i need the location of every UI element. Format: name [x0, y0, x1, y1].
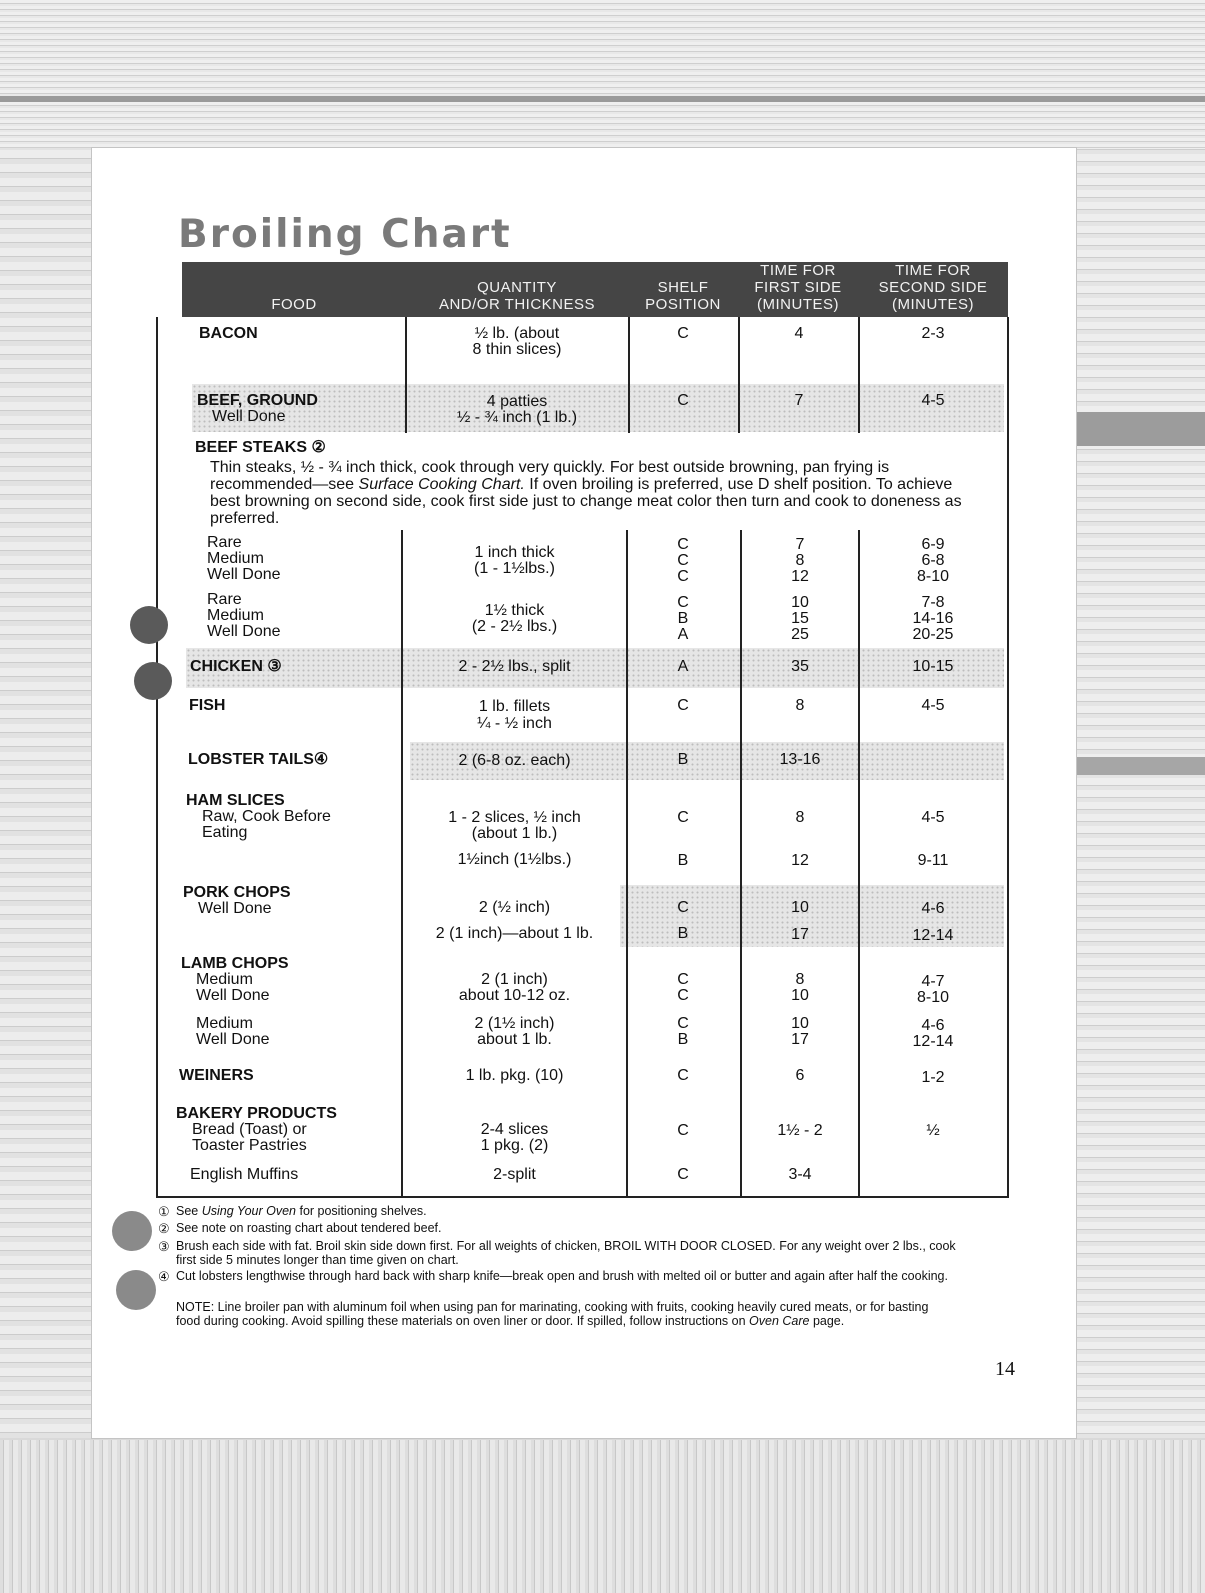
- second-side-value: 12-14: [912, 927, 954, 944]
- header-first-line: TIME FOR: [760, 262, 836, 279]
- doneness-label: Well Done: [207, 623, 281, 640]
- table-border: [156, 1196, 1009, 1198]
- footnote-2: See note on roasting chart about tendered beef.: [176, 1221, 442, 1235]
- table-border: [1007, 317, 1009, 1197]
- food-sub: Toaster Pastries: [192, 1137, 307, 1154]
- punch-hole: [134, 662, 172, 700]
- qty-line: 1 pkg. (2): [480, 1137, 549, 1154]
- footnote-marker: ③: [158, 1239, 170, 1254]
- header-second-side: [858, 262, 1008, 317]
- qty-line: ½ - ¾ inch (1 lb.): [456, 409, 578, 426]
- footnote-ref: Oven Care: [749, 1313, 810, 1328]
- scan-noise-top: [0, 0, 1205, 150]
- first-side-value: 25: [791, 626, 809, 643]
- qty-line: 2 (1½ inch): [474, 1015, 555, 1032]
- second-side-value: 4-7: [921, 973, 945, 990]
- qty-line: ½ lb. (about: [474, 325, 560, 342]
- second-side-value: 4-5: [921, 392, 945, 409]
- first-side-value: 7: [794, 392, 804, 409]
- qty-line: ¼ - ½ inch: [477, 715, 552, 732]
- footnote-text: page.: [809, 1313, 845, 1328]
- qty-line: 1 inch thick: [474, 544, 555, 561]
- qty-line: 2-4 slices: [480, 1121, 549, 1138]
- first-side-value: 12: [791, 568, 809, 585]
- qty-line: (about 1 lb.): [471, 825, 558, 842]
- food-sub: English Muffins: [190, 1166, 299, 1183]
- second-side-value: 4-6: [921, 1017, 945, 1034]
- shelf-value: A: [677, 658, 689, 675]
- second-side-value: 12-14: [912, 1033, 954, 1050]
- second-side-value: 14-16: [912, 610, 954, 627]
- scan-noise-right: [1076, 148, 1205, 1438]
- scan-rule-top: [0, 96, 1205, 102]
- doneness-label: Rare: [207, 534, 242, 551]
- footnote-text: for positioning shelves.: [296, 1204, 427, 1218]
- qty-line: 2 (6-8 oz. each): [458, 752, 571, 769]
- doneness-label: Well Done: [207, 566, 281, 583]
- note-text: If oven broiling is preferred, use D shelf position. To achieve best browning on second side, cook first side just to change meat color then turn and cook to doneness as preferred.: [210, 476, 962, 527]
- header-quantity-line: QUANTITY: [477, 279, 557, 296]
- doneness-label: Well Done: [196, 987, 270, 1004]
- second-side-value: 7-8: [921, 594, 945, 611]
- food-ham-slices: HAM SLICES: [186, 792, 285, 809]
- footnote-text: See: [176, 1204, 202, 1218]
- header-first-line: (MINUTES): [757, 296, 839, 313]
- qty-line: 2 (½ inch): [478, 899, 551, 916]
- footnote-marker: ④: [158, 1269, 170, 1284]
- food-sub: Eating: [202, 824, 248, 841]
- shelf-value: C: [677, 971, 689, 988]
- first-side-value: 8: [795, 697, 805, 714]
- header-second-line: TIME FOR: [895, 262, 971, 279]
- shelf-value: B: [677, 925, 689, 942]
- qty-line: about 10-12 oz.: [458, 987, 571, 1004]
- qty-line: (1 - 1½lbs.): [474, 560, 555, 577]
- doneness-label: Well Done: [196, 1031, 270, 1048]
- first-side-value: 1½ - 2: [777, 1122, 823, 1139]
- shelf-value: A: [677, 626, 689, 643]
- second-side-value: 4-6: [921, 900, 945, 917]
- footnote-1: [176, 1205, 956, 1219]
- first-side-value: 35: [791, 658, 809, 675]
- qty-line: 4 patties: [486, 393, 548, 410]
- shelf-value: C: [677, 899, 689, 916]
- second-side-value: 10-15: [912, 658, 954, 675]
- second-side-value: 9-11: [917, 852, 949, 869]
- shelf-value: C: [677, 568, 689, 585]
- qty-line: 2-split: [493, 1166, 536, 1183]
- second-side-value: 8-10: [916, 989, 950, 1006]
- beef-steaks-note: [210, 459, 970, 527]
- food-chicken: CHICKEN ③: [190, 658, 282, 675]
- scan-noise-left: [0, 148, 92, 1438]
- shelf-value: C: [677, 987, 689, 1004]
- header-shelf: [628, 262, 738, 317]
- shelf-value: C: [677, 594, 689, 611]
- header-food: [182, 262, 406, 317]
- first-side-value: 10: [791, 594, 809, 611]
- note-link-text: Surface Cooking Chart.: [358, 476, 525, 493]
- shelf-value: C: [677, 809, 689, 826]
- food-weiners: WEINERS: [179, 1067, 254, 1084]
- shelf-value: C: [677, 1166, 689, 1183]
- shelf-value: C: [677, 1015, 689, 1032]
- shelf-value: C: [677, 552, 689, 569]
- scan-strip: [1066, 412, 1205, 446]
- shelf-value: B: [677, 751, 689, 768]
- first-side-value: 6: [795, 1067, 805, 1084]
- first-side-value: 15: [791, 610, 809, 627]
- note-text: Thin steaks, ½ - ¾ inch thick, cook through very quickly. For best outside browning, pan frying is recommended—see: [210, 459, 890, 493]
- footnote-ref: Using Your Oven: [201, 1204, 296, 1218]
- food-lamb-chops: LAMB CHOPS: [181, 955, 289, 972]
- qty-line: 2 - 2½ lbs., split: [458, 658, 571, 675]
- first-side-value: 8: [795, 809, 805, 826]
- punch-hole: [116, 1270, 156, 1310]
- footnote-3: Brush each side with fat. Broil skin side down first. For all weights of chicken, BROIL WITH DOOR CLOSED. For any weight over 2 lbs., cook first side 5 minutes longer than time given on chart.: [176, 1239, 956, 1267]
- shelf-value: C: [677, 536, 689, 553]
- food-sub: Bread (Toast) or: [192, 1121, 307, 1138]
- shelf-value: B: [677, 610, 689, 627]
- header-quantity: [406, 262, 628, 317]
- shelf-value: C: [677, 1122, 689, 1139]
- page-number: 14: [995, 1358, 1015, 1380]
- qty-line: 8 thin slices): [472, 341, 562, 358]
- second-side-value: 20-25: [912, 626, 954, 643]
- doneness-label: Medium: [207, 607, 264, 624]
- first-side-value: 4: [794, 325, 804, 342]
- footnote-4: Cut lobsters lengthwise through hard back with sharp knife—break open and brush with melted oil or butter and again after half the cooking.: [176, 1269, 948, 1283]
- first-side-value: 17: [791, 926, 809, 943]
- second-side-value: 2-3: [921, 325, 945, 342]
- shelf-value: B: [677, 1031, 689, 1048]
- punch-hole: [130, 606, 168, 644]
- second-side-value: 8-10: [916, 568, 950, 585]
- first-side-value: 8: [795, 552, 805, 569]
- second-side-value: 4-5: [921, 809, 945, 826]
- header-shelf-line: SHELF: [657, 279, 709, 296]
- footnote-text: NOTE: Line broiler pan with aluminum foil when using pan for marinating, cooking with fruits, cooking heavily cured meats, or for basting food during cooking. Avoid spilling these materials on oven liner or door. If spilled, follow instructions on: [176, 1300, 929, 1328]
- qty-line: 1 lb. pkg. (10): [465, 1067, 564, 1084]
- header-second-line: (MINUTES): [892, 296, 974, 313]
- qty-line: 1 lb. fillets: [478, 698, 551, 715]
- food-fish: FISH: [189, 697, 226, 714]
- shelf-value: B: [677, 852, 689, 869]
- second-side-value: 1-2: [921, 1069, 945, 1086]
- qty-line: 2 (1 inch)—about 1 lb.: [435, 925, 594, 942]
- header-first-line: FIRST SIDE: [754, 279, 842, 296]
- second-side-value: 6-8: [921, 552, 945, 569]
- scan-noise-bottom: [0, 1440, 1205, 1593]
- first-side-value: 10: [791, 1015, 809, 1032]
- page-title: Broiling Chart: [178, 212, 512, 257]
- first-side-value: 17: [791, 1031, 809, 1048]
- second-side-value: 6-9: [921, 536, 945, 553]
- food-sub: Well Done: [212, 408, 286, 425]
- qty-line: 1½inch (1½lbs.): [457, 851, 572, 868]
- shelf-value: C: [677, 325, 689, 342]
- header-first-side: [738, 262, 858, 317]
- first-side-value: 10: [791, 987, 809, 1004]
- first-side-value: 13-16: [779, 751, 821, 768]
- qty-line: 1½ thick: [484, 602, 545, 619]
- food-sub: Raw, Cook Before: [202, 808, 331, 825]
- doneness-label: Medium: [196, 1015, 253, 1032]
- food-beef-ground: BEEF, GROUND: [197, 392, 318, 409]
- first-side-value: 10: [791, 899, 809, 916]
- second-side-value: ½: [926, 1122, 940, 1139]
- doneness-label: Medium: [207, 550, 264, 567]
- food-pork-chops: PORK CHOPS: [183, 884, 291, 901]
- scan-strip: [1066, 757, 1205, 775]
- qty-line: (2 - 2½ lbs.): [471, 618, 558, 635]
- shelf-value: C: [677, 392, 689, 409]
- footnote-marker: ①: [158, 1204, 170, 1219]
- footnote-marker: ②: [158, 1221, 170, 1236]
- punch-hole: [112, 1211, 152, 1251]
- doneness-label: Medium: [196, 971, 253, 988]
- qty-line: 2 (1 inch): [481, 971, 548, 988]
- table-border: [156, 317, 158, 1197]
- table-header: [182, 262, 1008, 317]
- first-side-value: 7: [795, 536, 805, 553]
- first-side-value: 8: [795, 971, 805, 988]
- food-bacon: BACON: [199, 325, 258, 342]
- first-side-value: 12: [791, 852, 809, 869]
- header-shelf-line: POSITION: [645, 296, 721, 313]
- food-bakery-products: BAKERY PRODUCTS: [176, 1105, 337, 1122]
- header-second-line: SECOND SIDE: [878, 279, 988, 296]
- qty-line: about 1 lb.: [477, 1031, 552, 1048]
- shelf-value: C: [677, 1067, 689, 1084]
- doneness-label: Rare: [207, 591, 242, 608]
- first-side-value: 3-4: [788, 1166, 812, 1183]
- qty-line: 1 - 2 slices, ½ inch: [448, 809, 581, 826]
- second-side-value: 4-5: [921, 697, 945, 714]
- header-food-label: FOOD: [271, 296, 317, 313]
- footnote-note: [176, 1301, 956, 1328]
- food-beef-steaks: BEEF STEAKS ②: [195, 439, 326, 456]
- food-sub: Well Done: [198, 900, 272, 917]
- shelf-value: C: [677, 697, 689, 714]
- food-lobster-tails: LOBSTER TAILS④: [188, 751, 329, 768]
- header-quantity-line: AND/OR THICKNESS: [438, 296, 596, 313]
